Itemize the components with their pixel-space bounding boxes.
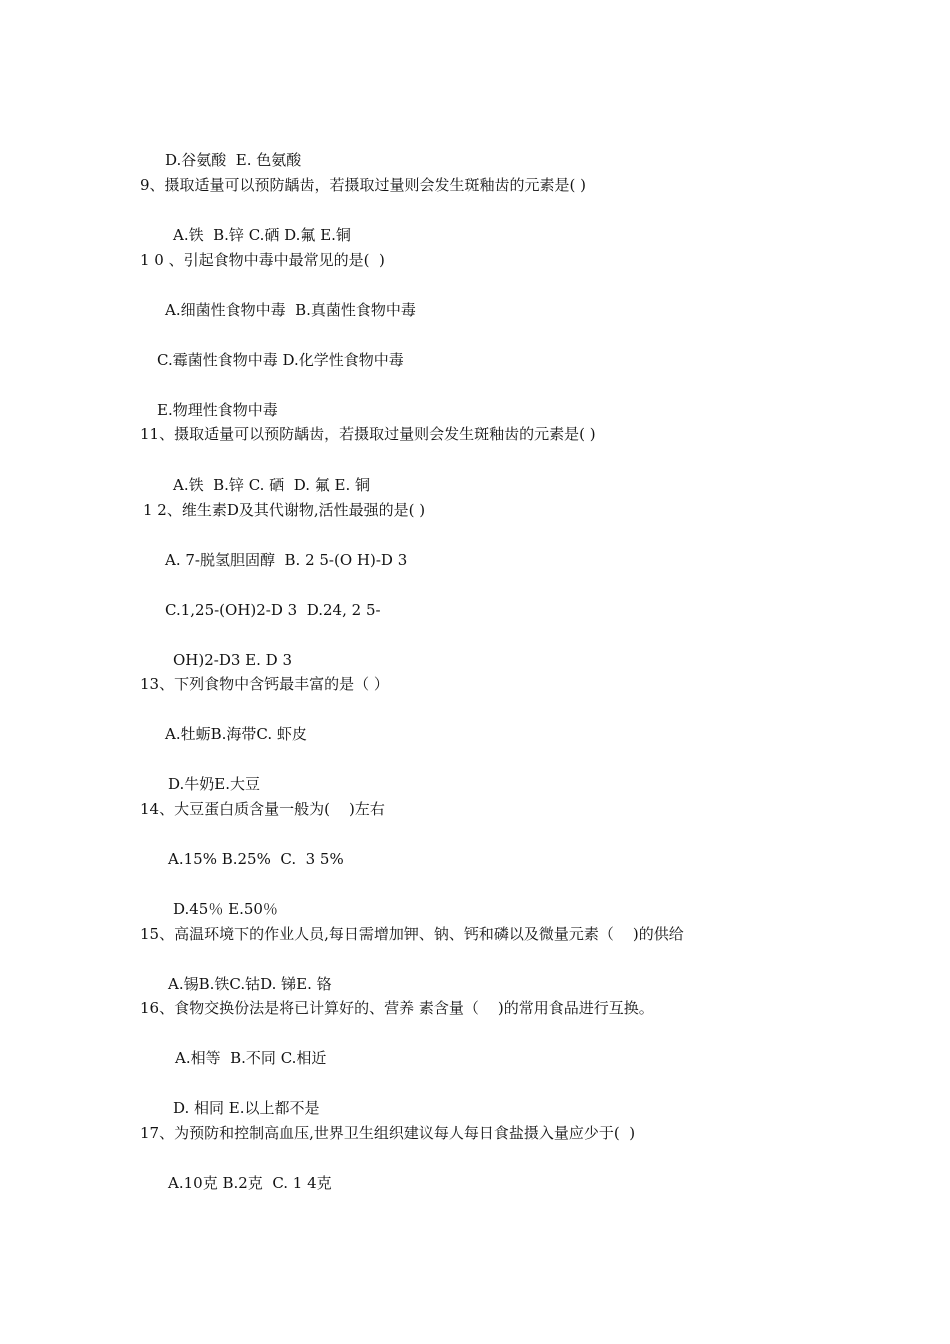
q12-options-c-d: C.1,25-(OH)2-D 3 D.24, 2 5- (165, 601, 381, 619)
q14-question: 14、大豆蛋白质含量一般为( )左右 (140, 800, 385, 818)
q16-question: 16、食物交换份法是将已计算好的、营养 素含量（ )的常用食品进行互换。 (140, 999, 654, 1017)
q10-option-e: E.物理性食物中毒 (157, 401, 278, 419)
q13-options-a-c: A.牡蛎B.海带C. 虾皮 (165, 725, 307, 743)
q11-options: A.铁 B.锌 C. 硒 D. 氟 E. 铜 (173, 476, 370, 494)
q8-options-d-e: D.谷氨酸 E. 色氨酸 (165, 151, 302, 169)
q10-question: 1 0 、引起食物中毒中最常见的是( ) (140, 251, 385, 269)
q10-options-c-d: C.霉菌性食物中毒 D.化学性食物中毒 (157, 351, 404, 369)
q12-options-a-b: A. 7-脱氢胆固醇 B. 2 5-(O H)-D 3 (165, 551, 408, 569)
q9-options: A.铁 B.锌 C.硒 D.氟 E.铜 (173, 226, 351, 244)
q14-options-d-e: D.45％ E.50％ (173, 900, 278, 918)
q10-options-a-b: A.细菌性食物中毒 B.真菌性食物中毒 (165, 301, 416, 319)
q17-question: 17、为预防和控制高血压,世界卫生组织建议每人每日食盐摄入量应少于( ) (140, 1124, 636, 1142)
q14-options-a-c: A.15% B.25% C. 3 5% (168, 850, 344, 868)
q13-question: 13、下列食物中含钙最丰富的是（ ） (140, 675, 389, 693)
q17-options-a-c: A.10克 B.2克 C. 1 4克 (168, 1174, 332, 1192)
q11-question: 11、摄取适量可以预防龋齿，若摄取过量则会发生斑釉齿的元素是( ) (140, 425, 596, 443)
q15-options: A.锡B.铁C.钴D. 锑E. 铬 (168, 975, 332, 993)
q9-question: 9、摄取适量可以预防龋齿，若摄取过量则会发生斑釉齿的元素是( ) (140, 176, 587, 194)
q13-options-d-e: D.牛奶E.大豆 (168, 775, 260, 793)
q16-options-d-e: D. 相同 E.以上都不是 (173, 1099, 320, 1117)
q15-question: 15、高温环境下的作业人员,每日需增加钾、钠、钙和磷以及微量元素（ )的供给 (140, 925, 684, 943)
q16-options-a-c: A.相等 B.不同 C.相近 (175, 1049, 327, 1067)
q12-options-d-cont-e: OH)2-D3 E. D 3 (173, 651, 293, 669)
q12-question: 1 2、维生素D及其代谢物,活性最强的是( ) (143, 501, 426, 519)
